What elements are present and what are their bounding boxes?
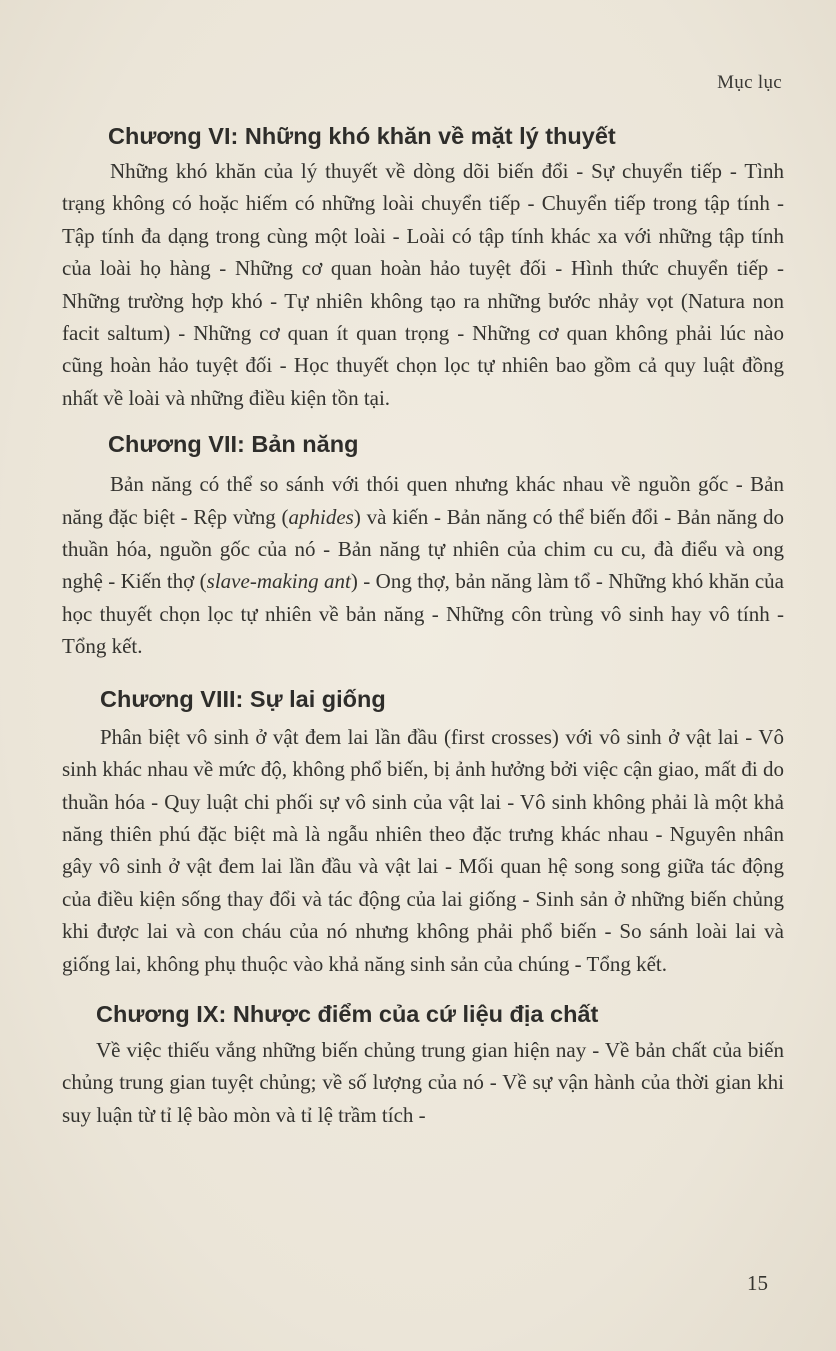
chapter-title: Chương VIII: Sự lai giống — [100, 685, 386, 712]
italic-term: slave-making ant — [206, 569, 351, 594]
chapter-6-entry — [62, 120, 784, 414]
summary-text: ) và kiến - Bản năng có thể biến đổi - Bản năng do thuần hóa, nguồn gốc của nó - Bản năng tự nhiên của chim cu cu, đà điểu và ong nghệ - Kiến thợ ( — [62, 504, 785, 594]
chapter-7-entry — [62, 428, 784, 662]
chapter-summary — [62, 468, 784, 662]
table-of-contents — [62, 120, 784, 1131]
page-number: 15 — [747, 1271, 768, 1295]
chapter-title: Chương IX: Nhược điểm của cứ liệu địa chất — [96, 1000, 599, 1027]
italic-term: aphides — [288, 504, 354, 529]
chapter-title: Chương VI: Những khó khăn về mặt lý thuyết — [108, 123, 616, 149]
summary-text: ) - Ong thợ, bản năng làm tổ - Những khó khăn của học thuyết chọn lọc tự nhiên về bản năng - Những côn trùng vô sinh hay vô tính - Tổng kết. — [62, 569, 784, 659]
chapter-summary: Những khó khăn của lý thuyết về dòng dõi biến đổi - Sự chuyển tiếp - Tình trạng không có hoặc hiếm có những loài chuyển tiếp - Chuyển tiếp trong tập tính - Tập tính đa dạng trong cùng một loài - Loài có tập tính khác xa với những tập tính của loài họ hàng - Những cơ quan hoàn hảo tuyệt đối - Hình thức chuyển tiếp - Những trường hợp khó - Tự nhiên không tạo ra những bước nhảy vọt (Natura non facit saltum) - Những cơ quan ít quan trọng - Những cơ quan không phải lúc nào cũng hoàn hảo tuyệt đối - Học thuyết chọn lọc tự nhiên bao gồm cả quy luật đồng nhất về loài và những điều kiện tồn tại. — [62, 159, 784, 410]
summary-text: Bản năng có thể so sánh với thói quen nhưng khác nhau về nguồn gốc - Bản năng đặc biệt - Rệp vừng ( — [62, 472, 784, 529]
chapter-8-entry — [62, 683, 784, 980]
running-header: Mục lục — [717, 72, 782, 93]
chapter-9-entry — [62, 998, 784, 1131]
chapter-summary: Phân biệt vô sinh ở vật đem lai lần đầu (first crosses) với vô sinh ở vật lai - Vô sinh khác nhau về mức độ, không phổ biến, bị ảnh hưởng bởi việc cận giao, mất đi do thuần hóa - Quy luật chi phối sự vô sinh của vật lai - Vô sinh không phải là một khả năng thiên phú đặc biệt mà là ngẫu nhiên theo đặc trưng khác nhau - Nguyên nhân gây vô sinh ở vật đem lai lần đầu và vật lai - Mối quan hệ song song giữa tác động của điều kiện sống thay đổi và tác động của lai giống - Sinh sản ở những biến chủng khi được lai và con cháu của nó nhưng không phải phổ biến - So sánh loài lai và giống lai, không phụ thuộc vào khả năng sinh sản của chúng - Tổng kết. — [62, 724, 784, 976]
chapter-title: Chương VII: Bản năng — [108, 431, 359, 458]
chapter-summary: Về việc thiếu vắng những biến chủng trung gian hiện nay - Về bản chất của biến chủng trung gian tuyệt chủng; về số lượng của nó - Về sự vận hành của thời gian khi suy luận từ tỉ lệ bào mòn và tỉ lệ trầm tích - — [62, 1037, 784, 1127]
